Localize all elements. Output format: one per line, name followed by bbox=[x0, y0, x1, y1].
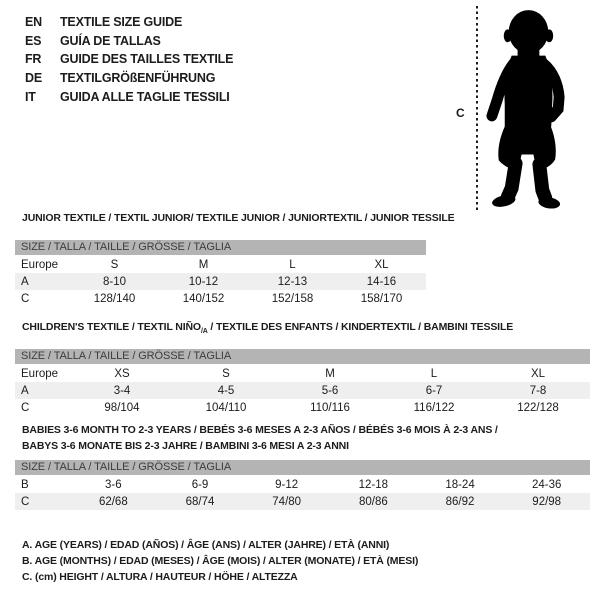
language-code: EN bbox=[25, 15, 42, 30]
size-header-bar: SIZE / TALLA / TAILLE / GRÖSSE / TAGLIA bbox=[15, 240, 426, 255]
language-row-es bbox=[25, 32, 233, 51]
size-cell: 5-6 bbox=[321, 384, 339, 397]
size-table-junior bbox=[15, 212, 455, 307]
size-cell: M bbox=[198, 258, 209, 271]
size-header-bar: SIZE / TALLA / TAILLE / GRÖSSE / TAGLIA bbox=[15, 349, 590, 364]
size-cell: 10-12 bbox=[188, 275, 219, 288]
table-row bbox=[15, 365, 590, 382]
row-label: Europe bbox=[21, 367, 59, 380]
table-row bbox=[15, 256, 426, 273]
toddler-figure bbox=[455, 6, 600, 218]
table-row bbox=[15, 476, 590, 493]
language-label: GUIDE DES TAILLES TEXTILE bbox=[60, 52, 234, 67]
toddler-silhouette-icon bbox=[482, 9, 571, 209]
size-cell: S bbox=[222, 367, 230, 380]
table-row bbox=[15, 399, 590, 416]
language-row-it bbox=[25, 87, 233, 106]
size-cell: XL bbox=[374, 258, 389, 271]
row-label: C bbox=[21, 495, 30, 508]
size-cell: XS bbox=[114, 367, 130, 380]
table-title: JUNIOR TEXTILE / TEXTIL JUNIOR/ TEXTILE JUNIOR / JUNIORTEXTIL / JUNIOR TESSILE bbox=[22, 212, 455, 224]
table-row bbox=[15, 290, 426, 307]
footnotes bbox=[22, 537, 418, 585]
language-label: GUÍA DE TALLAS bbox=[60, 33, 161, 48]
size-cell: XL bbox=[530, 367, 546, 380]
size-cell: 14-16 bbox=[366, 275, 397, 288]
language-list bbox=[25, 13, 233, 106]
footnote-age-years: A. AGE (YEARS) / EDAD (AÑOS) / ÂGE (ANS) / ALTER (JAHRE) / ETÀ (ANNI) bbox=[22, 539, 390, 551]
size-cell: 6-7 bbox=[425, 384, 443, 397]
language-code: IT bbox=[25, 89, 36, 104]
size-table-babies bbox=[15, 424, 590, 510]
size-cell: S bbox=[110, 258, 119, 271]
size-cell: L bbox=[430, 367, 438, 380]
size-cell: 18-24 bbox=[445, 478, 475, 491]
row-label: Europe bbox=[21, 258, 59, 271]
size-cell: 24-36 bbox=[531, 478, 562, 491]
size-cell: 116/122 bbox=[413, 401, 455, 414]
size-cell: 6-9 bbox=[191, 478, 209, 491]
size-cell: 80/86 bbox=[358, 495, 388, 508]
size-cell: 104/110 bbox=[205, 401, 247, 414]
language-label: GUIDA ALLE TAGLIE TESSILI bbox=[60, 89, 230, 104]
size-cell: 3-6 bbox=[105, 478, 122, 491]
size-cell: 92/98 bbox=[532, 495, 562, 508]
language-row-en bbox=[25, 13, 233, 32]
footnote-age-months: B. AGE (MONTHS) / EDAD (MESES) / ÂGE (MOIS) / ALTER (MONATE) / ETÀ (MESI) bbox=[22, 555, 419, 567]
table-title-text: CHILDREN'S TEXTILE / TEXTIL NIÑO bbox=[22, 321, 201, 333]
row-label: A bbox=[21, 275, 29, 288]
size-cell: 7-8 bbox=[529, 384, 547, 397]
row-label: C bbox=[21, 292, 30, 305]
language-row-de bbox=[25, 69, 233, 88]
size-cell: 9-12 bbox=[275, 478, 299, 491]
size-cell: 98/104 bbox=[104, 401, 140, 414]
language-label: TEXTILGRÖßENFÜHRUNG bbox=[60, 71, 216, 86]
size-cell: 110/116 bbox=[310, 401, 350, 414]
table-title: BABIES 3-6 MONTH TO 2-3 YEARS / BEBÉS 3-6 MESES A 2-3 AÑOS / BÉBÉS 3-6 MOIS À 2-3 ANS / bbox=[22, 424, 498, 436]
size-cell: 3-4 bbox=[113, 384, 131, 397]
table-title-line2: BABYS 3-6 MONATE BIS 2-3 JAHRE / BAMBINI 3-6 MESI A 2-3 ANNI bbox=[22, 440, 349, 452]
row-label: A bbox=[21, 384, 29, 397]
size-cell: 12-13 bbox=[277, 275, 308, 288]
table-title-subscript: /A bbox=[200, 328, 208, 336]
size-cell: 140/152 bbox=[182, 292, 225, 305]
table-row bbox=[15, 273, 426, 290]
language-code: DE bbox=[25, 71, 42, 86]
language-label: TEXTILE SIZE GUIDE bbox=[60, 15, 183, 30]
size-cell: 86/92 bbox=[445, 495, 475, 508]
row-label: B bbox=[21, 478, 29, 491]
height-measure-dotted-line bbox=[476, 6, 478, 213]
size-cell: L bbox=[289, 258, 296, 271]
footnote-height: C. (cm) HEIGHT / ALTURA / HAUTEUR / HÖHE / ALTEZZA bbox=[22, 571, 298, 583]
size-cell: 74/80 bbox=[272, 495, 302, 508]
language-code: ES bbox=[25, 33, 42, 48]
table-title bbox=[22, 321, 590, 338]
size-cell: 62/68 bbox=[98, 495, 128, 508]
language-row-fr bbox=[25, 50, 233, 69]
height-measure-label: C bbox=[456, 106, 465, 120]
size-cell: 12-18 bbox=[358, 478, 389, 491]
size-cell: 128/140 bbox=[93, 292, 136, 305]
size-header-bar: SIZE / TALLA / TAILLE / GRÖSSE / TAGLIA bbox=[15, 460, 590, 475]
size-cell: 4-5 bbox=[217, 384, 235, 397]
size-cell: 68/74 bbox=[185, 495, 215, 508]
size-cell: 122/128 bbox=[517, 401, 559, 414]
table-row bbox=[15, 382, 590, 399]
row-label: C bbox=[21, 401, 30, 414]
table-title-text: / TEXTILE DES ENFANTS / KINDERTEXTIL / BAMBINI TESSILE bbox=[207, 321, 514, 333]
size-cell: 158/170 bbox=[360, 292, 403, 305]
size-cell: 8-10 bbox=[102, 275, 127, 288]
table-row bbox=[15, 493, 590, 510]
size-cell: 152/158 bbox=[271, 292, 314, 305]
size-cell: M bbox=[325, 367, 335, 380]
language-code: FR bbox=[25, 52, 42, 67]
size-table-children bbox=[15, 321, 590, 416]
